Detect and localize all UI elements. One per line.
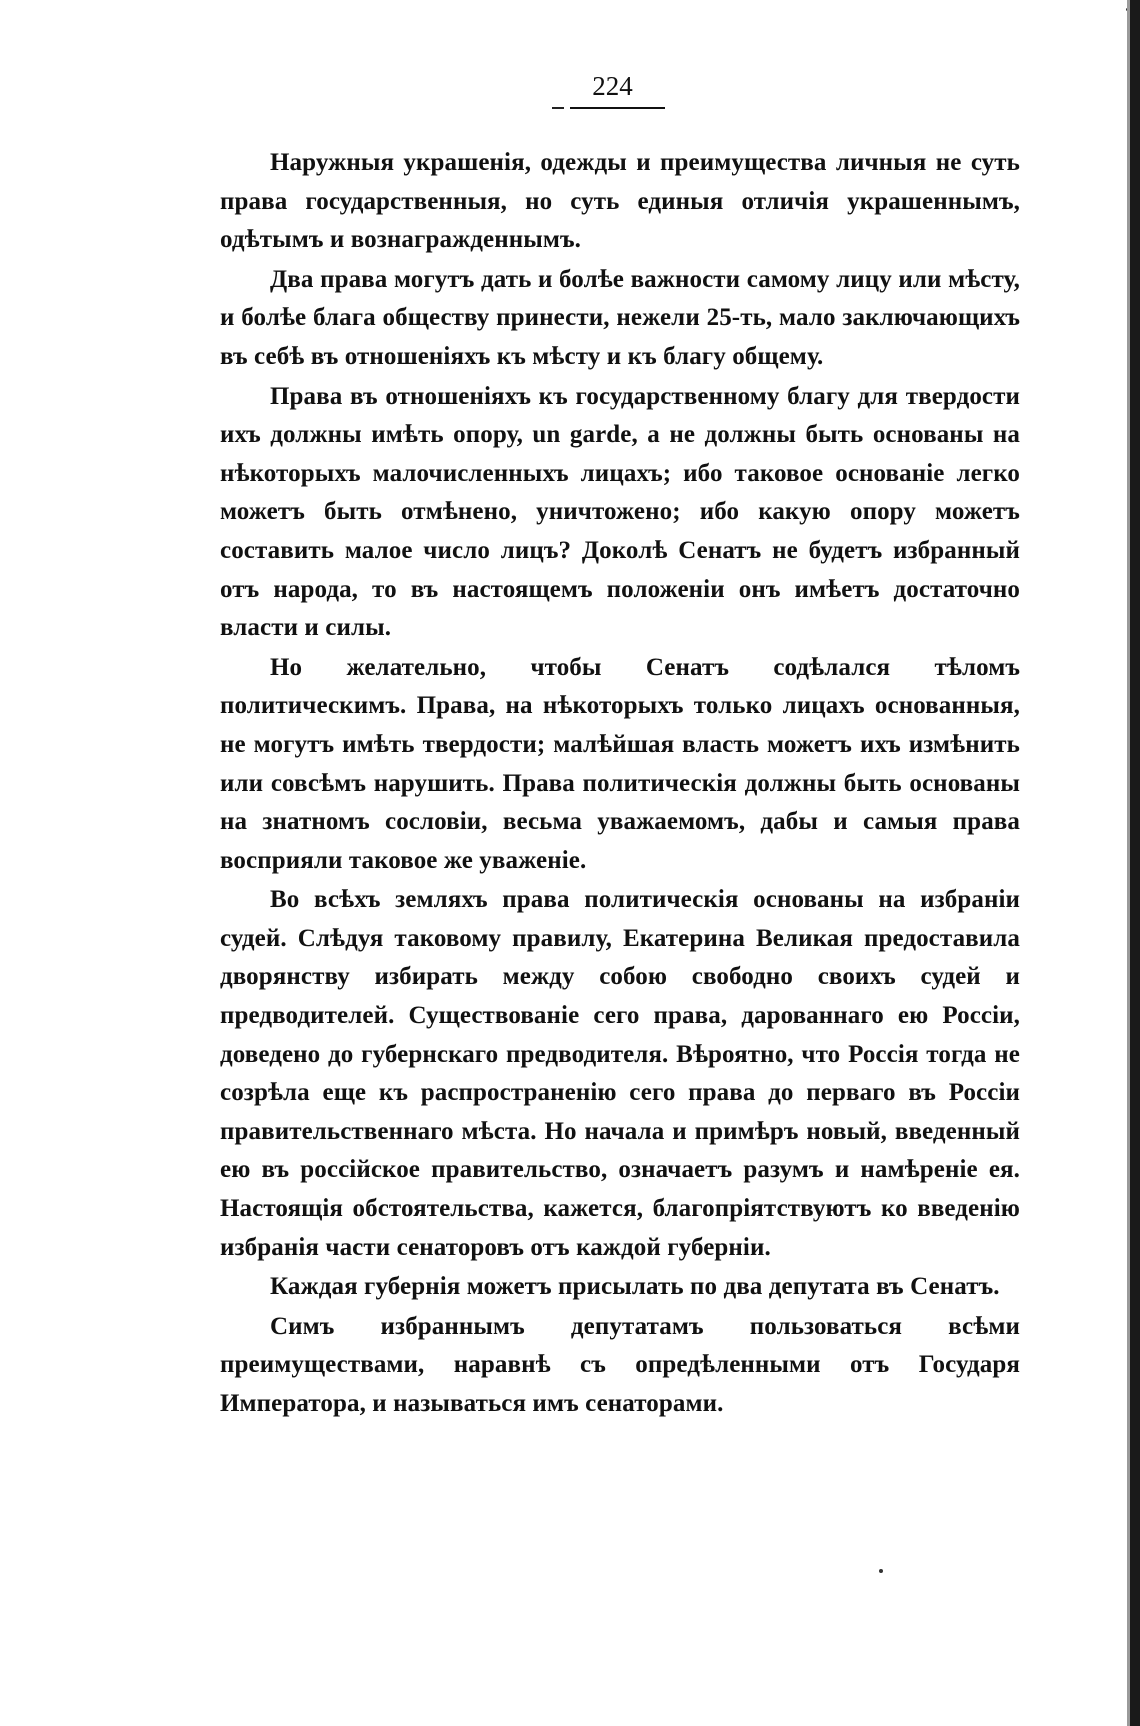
scan-edge bbox=[1130, 0, 1140, 1726]
page-number-rule bbox=[570, 107, 665, 109]
paragraph-6: Каждая губернія можетъ присылать по два депутата въ Сенатъ. bbox=[270, 1273, 1000, 1301]
paragraph-2: Два права могутъ дать и болѣе важности самому лицу или мѣсту, и болѣе блага обществу принести, нежели 25-ть, мало заключающихъ въ себѣ въ отношеніяхъ къ мѣсту и къ благу общему. bbox=[220, 265, 1020, 370]
paragraph-4: Но желательно, чтобы Сенатъ содѣлался тѣломъ политическимъ. Права, на нѣкоторыхъ только лицахъ основанныя, не могутъ имѣть твердости; малѣйшая власть можетъ ихъ измѣнить или совсѣмъ нарушить. Права политическія должны быть основаны на знатномъ сословіи, весьма уважаемомъ, дабы и самыя права восприяли таковое же уваженіе. bbox=[220, 653, 1020, 874]
paragraph-1: Наружныя украшенія, одежды и преимущества личныя не суть права государственныя, но суть единыя отличія украшеннымъ, одѣтымъ и вознагражденнымъ. bbox=[220, 149, 1020, 254]
page-number-rule-dash bbox=[552, 107, 564, 109]
page-number: 224 bbox=[592, 71, 633, 101]
paragraph-7: Симъ избраннымъ депутатамъ пользоваться всѣми преимуществами, наравнѣ съ опредѣленными отъ Государя Императора, и называться имъ сенаторами. bbox=[220, 1312, 1020, 1417]
paragraph-3: Права въ отношеніяхъ къ государственному благу для твердости ихъ должны имѣть опору, un garde, а не должны быть основаны на нѣкоторыхъ малочисленныхъ лицахъ; ибо таковое основаніе легко можетъ быть отмѣнено, уничтожено; ибо какую опору можетъ составить малое число лицъ? Доколѣ Сенатъ не будетъ избранный отъ народа, то въ настоящемъ положеніи онъ имѣетъ достаточно власти и силы. bbox=[220, 382, 1020, 642]
ink-speck bbox=[879, 1569, 883, 1573]
paragraph-5: Во всѣхъ земляхъ права политическія основаны на избраніи судей. Слѣдуя таковому правилу, Екатерина Великая предоставила дворянству избирать между собою свободно своихъ судей и предводителей. Существованіе сего права, дарованнаго ею Россіи, доведено до губернскаго предводителя. Вѣроятно, что Россія тогда не созрѣла еще къ распространенію сего права до перваго въ Россіи правительственнаго мѣста. Но начала и примѣръ новый, введенный ею въ россійское правительство, означаетъ разумъ и намѣреніе ея. Настоящія обстоятельства, кажется, благопріятствуютъ ко введенію избранія части сенаторовъ отъ каждой губерніи. bbox=[220, 886, 1020, 1261]
body-text bbox=[220, 144, 1020, 1425]
